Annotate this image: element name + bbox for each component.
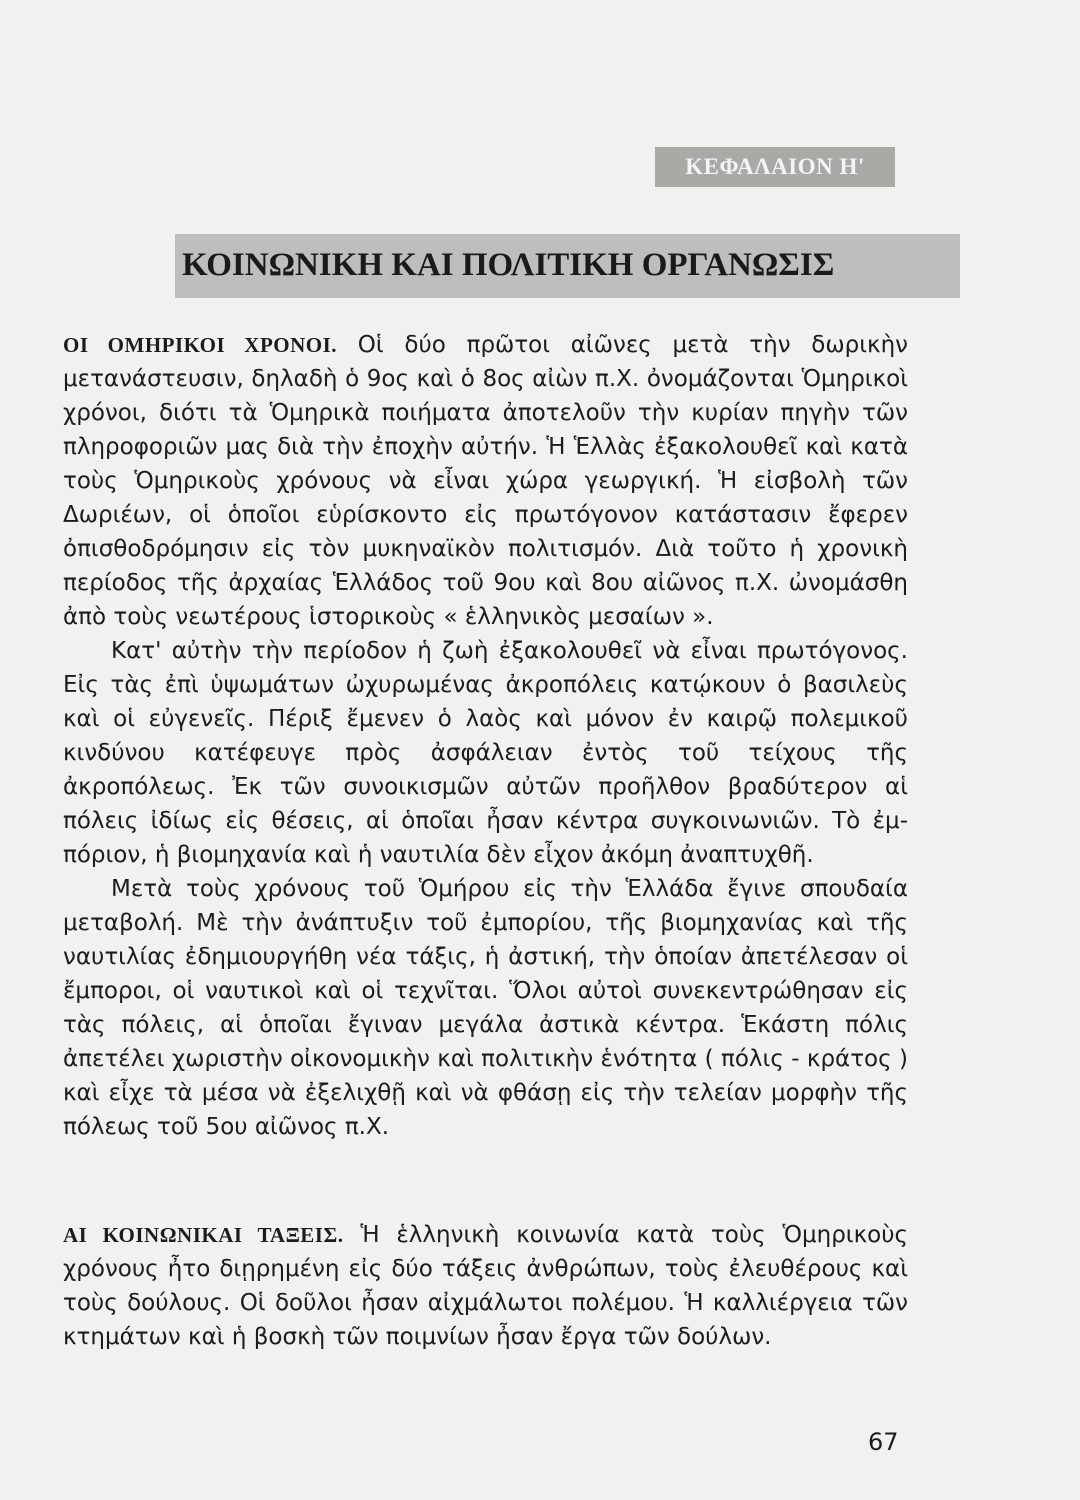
page-number: 67 [868, 1428, 899, 1456]
chapter-title: ΚΟΙΝΩΝΙΚΗ ΚΑΙ ΠΟΛΙΤΙΚΗ ΟΡΓΑΝΩΣΙΣ [182, 247, 835, 283]
chapter-label: ΚΕΦΑΛΑΙΟΝ Η' [655, 147, 895, 187]
paragraph [63, 1218, 908, 1354]
section-heading: ΟΙ ΟΜΗΡΙΚΟΙ ΧΡΟΝΟΙ. [63, 333, 338, 357]
paragraph: Μετὰ τοὺς χρόνους τοῦ Ὁμήρου εἰς τὴν Ἑλλάδα ἔγινε σπουδαία μεταβολή. Μὲ τὴν ἀνάπτυξιν τοῦ ἐμπορίου, τῆς βιομηχανίας καὶ τῆς ναυτιλίας ἐδημιουργήθη νέα τάξις, ἡ ἀστική, τὴν ὁποίαν ἀπετέλεσαν οἱ ἔμποροι, οἱ ναυτικοὶ καὶ οἱ τεχνῖται. Ὅλοι αὐτοὶ συνεκεντρώθησαν εἰς τὰς πόλεις, αἱ ὁποῖαι ἔγιναν μεγάλα ἀστικὰ κέντρα. Ἑκάστη πόλις ἀπετέλει χωριστὴν οἰκονομικὴν καὶ πολιτικὴν ἑνότητα ( πόλις - κράτος ) καὶ εἶχε τὰ μέσα νὰ ἐξελιχθῇ καὶ νὰ φθάσῃ εἰς τὴν τελείαν μορφὴν τῆς πόλεως τοῦ 5ου αἰῶνος π.Χ. [63, 876, 908, 1140]
paragraph-text: Ἡ ἑλληνικὴ κοινωνία κατὰ τοὺς Ὁμηρικοὺς χρόνους ἦτο διῃρημένη εἰς δύο τάξεις ἀνθρώπων, τοὺς ἐλευθέρους καὶ τοὺς δούλους. Οἱ δοῦλοι ἦσαν αἰχμάλωτοι πολέμου. Ἡ καλλιέργεια τῶν κτημάτων καὶ ἡ βοσκὴ τῶν ποιμνίων ἦσαν ἔργα τῶν δούλων. [63, 1222, 909, 1350]
section-homeric-times [63, 328, 908, 1144]
section-social-classes [63, 1218, 908, 1354]
section-heading: ΑΙ ΚΟΙΝΩΝΙΚΑΙ ΤΑΞΕΙΣ. [63, 1223, 344, 1247]
paragraph [63, 328, 908, 634]
paragraph-text: Οἱ δύο πρῶτοι αἰῶνες μετὰ τὴν δωρικὴν μετανάστευσιν, δηλαδὴ ὁ 9ος καὶ ὁ 8ος αἰὼν π.Χ. ὀνομάζονται Ὁμηρικοὶ χρόνοι, διότι τὰ Ὁμηρικὰ ποιήματα ἀποτελοῦν τὴν κυρίαν πηγὴν τῶν πληροφοριῶν μας διὰ τὴν ἐποχὴν αὐτήν. Ἡ Ἑλλὰς ἐξακολουθεῖ καὶ κατὰ τοὺς Ὁμηρικοὺς χρόνους νὰ εἶναι χώρα γεωργική. Ἡ εἰσβολὴ τῶν Δωριέων, οἱ ὁποῖοι εὑρίσκοντο εἰς πρωτόγονον κατάστασιν ἔφερεν ὀπισθοδρόμησιν εἰς τὸν μυκηναϊκὸν πολιτισμόν. Διὰ τοῦτο ἡ χρονικὴ περίοδος τῆς ἀρχαίας Ἑλλάδος τοῦ 9ου καὶ 8ου αἰῶνος π.Χ. ὠνομάσθη ἀπὸ τοὺς νεωτέρους ἱστορικοὺς « ἑλληνικὸς μεσαίων ». [63, 332, 909, 630]
paragraph: Κατ' αὐτὴν τὴν περίοδον ἡ ζωὴ ἐξακολουθεῖ νὰ εἶναι πρωτόγονος. Εἰς τὰς ἐπὶ ὑψωμάτων ὠχυρωμένας ἀκροπόλεις κατῴκουν ὁ βασιλεὺς καὶ οἱ εὐγενεῖς. Πέριξ ἔμενεν ὁ λαὸς καὶ μόνον ἐν καιρῷ πολεμικοῦ κινδύνου κατέφευγε πρὸς ἀσφάλειαν ἐντὸς τοῦ τείχους τῆς ἀκροπόλεως. Ἐκ τῶν συνοικισμῶν αὐτῶν προῆλθον βραδύτερον αἱ πόλεις ἰδίως εἰς θέσεις, αἱ ὁποῖαι ἦσαν κέντρα συγκοινωνιῶν. Τὸ ἐμπόριον, ἡ βιομηχανία καὶ ἡ ναυτιλία δὲν εἶχον ἀκόμη ἀναπτυχθῆ. [63, 638, 908, 868]
